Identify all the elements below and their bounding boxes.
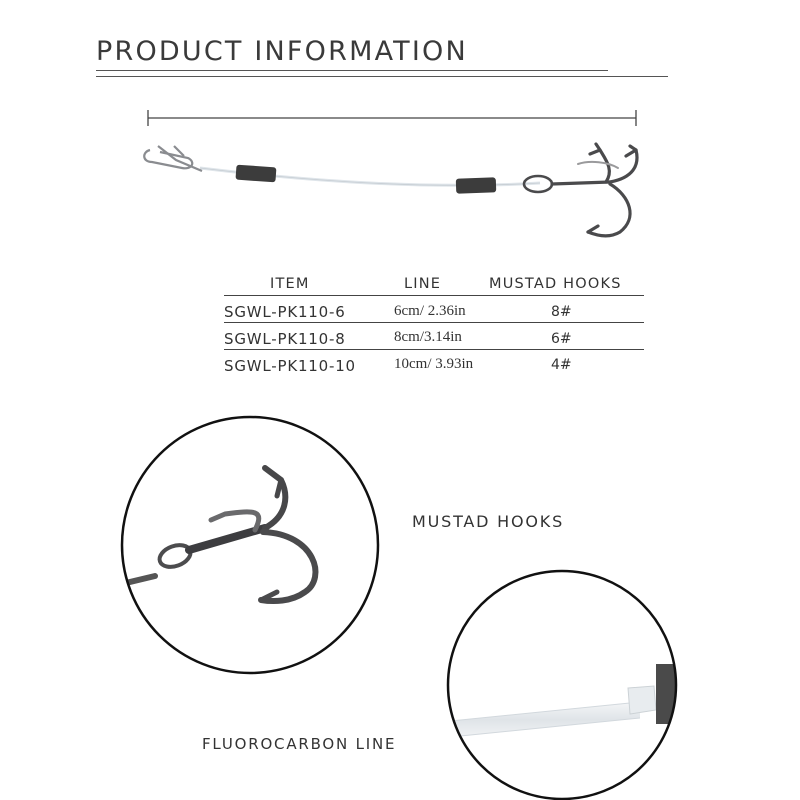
length-dimension-bar — [148, 110, 636, 126]
item-code: SGWL-PK110-6 — [224, 303, 346, 321]
item-code: SGWL-PK110-10 — [224, 357, 356, 375]
title-underline — [96, 70, 608, 71]
hook-size: 8# — [551, 304, 572, 320]
sleeve-icon — [456, 177, 496, 193]
hook-size: 6# — [551, 331, 572, 347]
column-header-line: LINE — [404, 276, 442, 292]
column-header-item: ITEM — [270, 276, 310, 292]
item-code: SGWL-PK110-8 — [224, 330, 346, 348]
hook-detail-circle — [115, 410, 385, 680]
snap-clip-icon — [144, 146, 202, 171]
title-divider — [96, 76, 668, 77]
hook-size: 4# — [551, 357, 572, 373]
table-divider — [224, 295, 644, 296]
line-detail-circle — [440, 564, 690, 800]
table-divider — [224, 322, 644, 323]
line-length: 8cm/3.14in — [394, 329, 462, 345]
callout-mustad-hooks: MUSTAD HOOKS — [412, 512, 565, 531]
table-divider — [224, 349, 644, 350]
callout-fluorocarbon-line: FLUOROCARBON LINE — [202, 735, 397, 753]
page-title: PRODUCT INFORMATION — [96, 36, 468, 67]
line-length: 10cm/ 3.93in — [394, 356, 474, 372]
column-header-hooks: MUSTAD HOOKS — [489, 276, 622, 292]
line-length: 6cm/ 2.36in — [394, 303, 466, 319]
sleeve-icon — [235, 165, 276, 183]
treble-hook-icon — [524, 144, 637, 236]
rig-illustration — [0, 100, 800, 250]
